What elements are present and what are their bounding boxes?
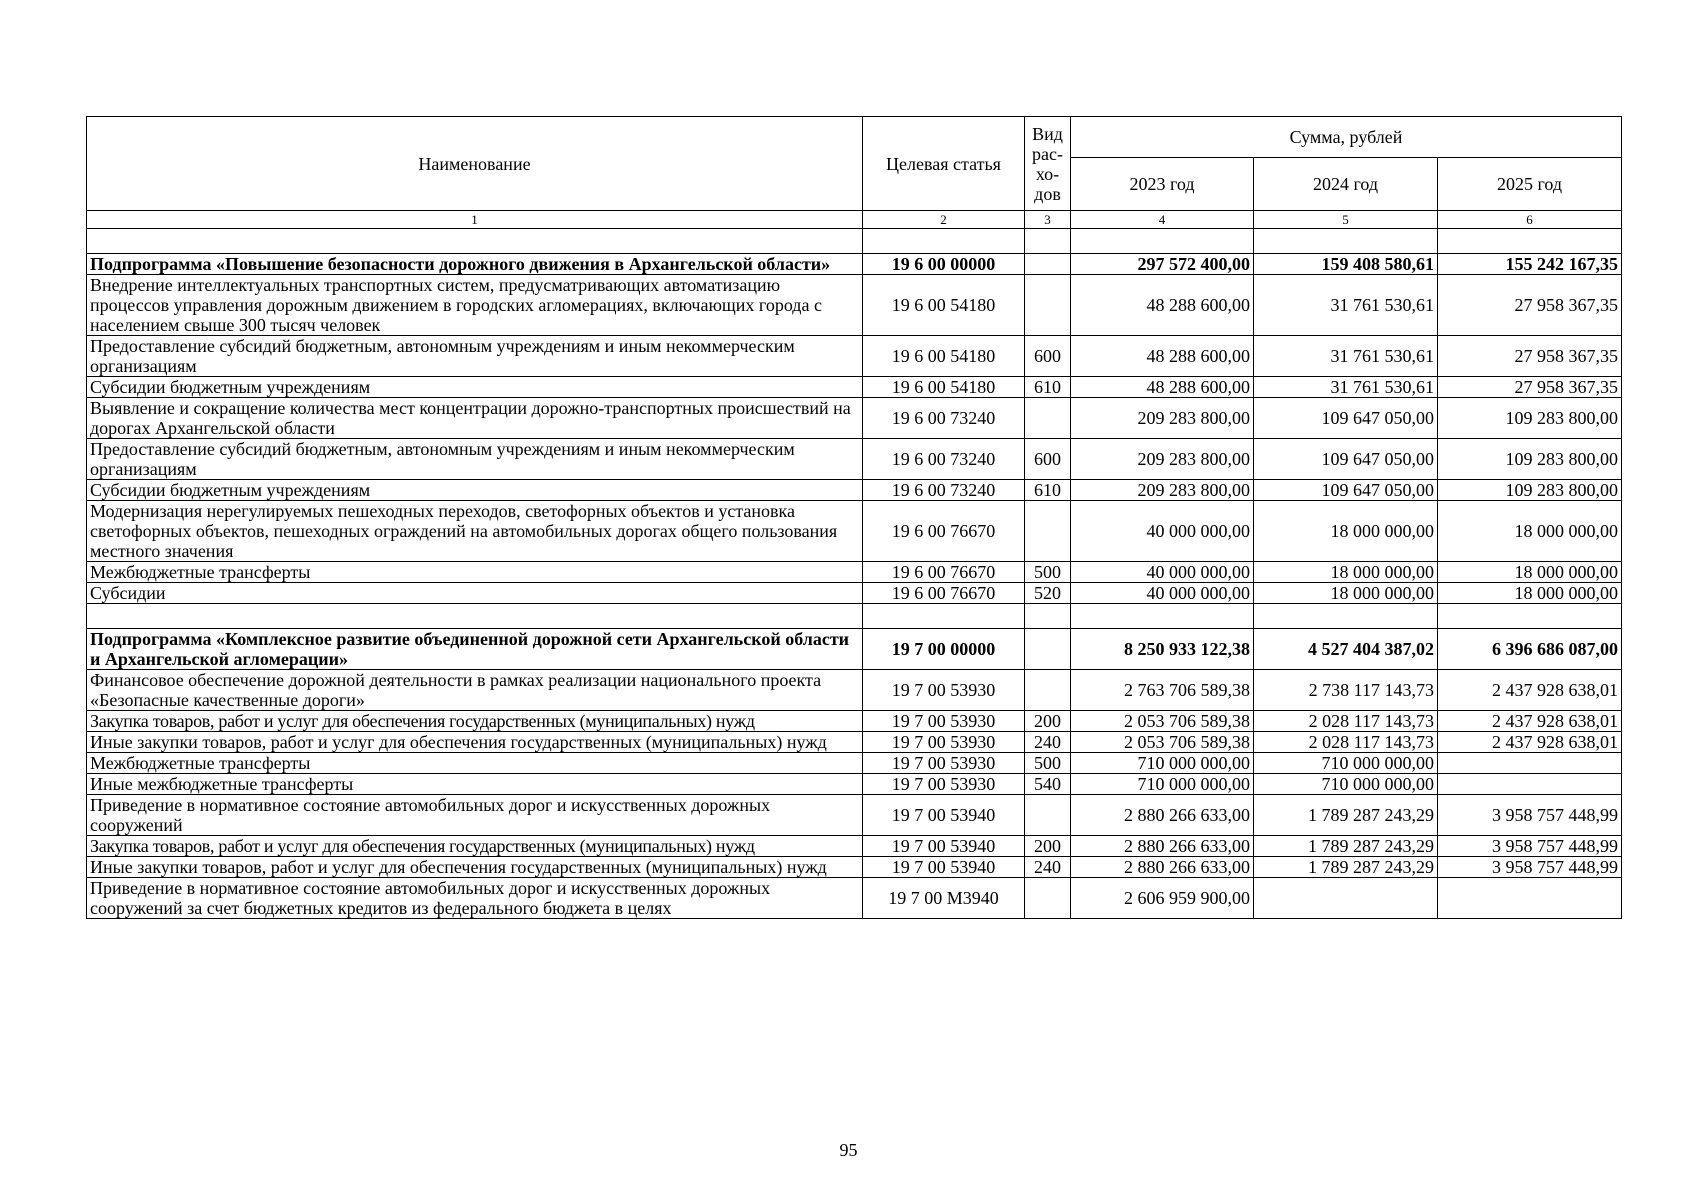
row-2025: 6 396 686 087,00 [1438, 629, 1622, 670]
table-row [87, 836, 1622, 857]
row-2023: 209 283 800,00 [1071, 398, 1254, 439]
row-vid: 500 [1025, 562, 1071, 583]
row-2023: 2 763 706 589,38 [1071, 670, 1254, 711]
row-2024 [1254, 878, 1438, 919]
column-number-row [87, 211, 1622, 229]
row-code: 19 6 00 54180 [863, 275, 1025, 336]
row-name: Иные закупки товаров, работ и услуг для обеспечения государственных (муниципальных) нужд [87, 857, 863, 878]
row-2024: 31 761 530,61 [1254, 336, 1438, 377]
row-name: Приведение в нормативное состояние автомобильных дорог и искусственных дорожных сооружений за счет бюджетных кредитов из федерального бюджета в целях [87, 878, 863, 919]
row-code: 19 7 00 53930 [863, 753, 1025, 774]
table-row [87, 857, 1622, 878]
row-name: Предоставление субсидий бюджетным, автономным учреждениям и иным некоммерческим организациям [87, 336, 863, 377]
row-2023: 2 880 266 633,00 [1071, 795, 1254, 836]
row-name: Выявление и сокращение количества мест концентрации дорожно-транспортных происшествий на дорогах Архангельской области [87, 398, 863, 439]
row-2025: 2 437 928 638,01 [1438, 711, 1622, 732]
row-2023: 2 880 266 633,00 [1071, 836, 1254, 857]
row-2025: 109 283 800,00 [1438, 398, 1622, 439]
row-2023: 40 000 000,00 [1071, 562, 1254, 583]
row-2025: 2 437 928 638,01 [1438, 732, 1622, 753]
header-name: Наименование [87, 117, 863, 211]
row-2024: 1 789 287 243,29 [1254, 857, 1438, 878]
table-row [87, 562, 1622, 583]
row-name: Закупка товаров, работ и услуг для обеспечения государственных (муниципальных) нужд [87, 711, 863, 732]
row-code: 19 7 00 53930 [863, 711, 1025, 732]
row-code: 19 7 00 53940 [863, 795, 1025, 836]
row-2025: 155 242 167,35 [1438, 254, 1622, 275]
row-2023: 48 288 600,00 [1071, 275, 1254, 336]
header-vid: Вид рас-хо-дов [1025, 117, 1071, 211]
table-row [87, 711, 1622, 732]
row-2025 [1438, 753, 1622, 774]
row-2024: 4 527 404 387,02 [1254, 629, 1438, 670]
row-2023: 2 880 266 633,00 [1071, 857, 1254, 878]
table-row [87, 878, 1622, 919]
row-2025: 109 283 800,00 [1438, 439, 1622, 480]
row-2025: 18 000 000,00 [1438, 501, 1622, 562]
column-number: 4 [1071, 211, 1254, 229]
table-row [87, 670, 1622, 711]
row-name: Подпрограмма «Комплексное развитие объединенной дорожной сети Архангельской области и Архангельской агломерации» [87, 629, 863, 670]
row-vid [1025, 795, 1071, 836]
row-vid: 610 [1025, 377, 1071, 398]
row-2024: 109 647 050,00 [1254, 398, 1438, 439]
row-2024: 2 738 117 143,73 [1254, 670, 1438, 711]
row-code: 19 6 00 73240 [863, 439, 1025, 480]
row-2024: 31 761 530,61 [1254, 377, 1438, 398]
row-vid: 610 [1025, 480, 1071, 501]
row-2024: 31 761 530,61 [1254, 275, 1438, 336]
table-row [87, 336, 1622, 377]
blank-row [87, 229, 1622, 254]
row-name: Субсидии бюджетным учреждениям [87, 377, 863, 398]
row-2024: 109 647 050,00 [1254, 439, 1438, 480]
row-2023: 710 000 000,00 [1071, 753, 1254, 774]
row-2025: 18 000 000,00 [1438, 562, 1622, 583]
row-2024: 159 408 580,61 [1254, 254, 1438, 275]
row-code: 19 6 00 54180 [863, 377, 1025, 398]
row-code: 19 7 00 53930 [863, 732, 1025, 753]
row-vid [1025, 275, 1071, 336]
budget-table [86, 116, 1622, 919]
row-code: 19 6 00 76670 [863, 501, 1025, 562]
table-row [87, 732, 1622, 753]
row-name: Субсидии [87, 583, 863, 604]
row-vid: 600 [1025, 439, 1071, 480]
row-vid [1025, 670, 1071, 711]
row-2024: 710 000 000,00 [1254, 753, 1438, 774]
row-2023: 48 288 600,00 [1071, 336, 1254, 377]
column-number: 5 [1254, 211, 1438, 229]
row-2025: 18 000 000,00 [1438, 583, 1622, 604]
row-2023: 2 053 706 589,38 [1071, 711, 1254, 732]
row-2025: 27 958 367,35 [1438, 377, 1622, 398]
row-2023: 2 606 959 900,00 [1071, 878, 1254, 919]
row-code: 19 7 00 53930 [863, 774, 1025, 795]
header-code: Целевая статья [863, 117, 1025, 211]
row-2025: 3 958 757 448,99 [1438, 795, 1622, 836]
table-row [87, 583, 1622, 604]
column-number: 2 [863, 211, 1025, 229]
header-2025: 2025 год [1438, 158, 1622, 211]
row-code: 19 6 00 00000 [863, 254, 1025, 275]
row-name: Финансовое обеспечение дорожной деятельности в рамках реализации национального проекта «Безопасные качественные дороги» [87, 670, 863, 711]
row-2024: 710 000 000,00 [1254, 774, 1438, 795]
row-vid [1025, 254, 1071, 275]
header-2024: 2024 год [1254, 158, 1438, 211]
row-2024: 18 000 000,00 [1254, 501, 1438, 562]
row-2025: 2 437 928 638,01 [1438, 670, 1622, 711]
row-2024: 18 000 000,00 [1254, 562, 1438, 583]
row-2025: 109 283 800,00 [1438, 480, 1622, 501]
row-2025: 3 958 757 448,99 [1438, 836, 1622, 857]
row-name: Иные закупки товаров, работ и услуг для обеспечения государственных (муниципальных) нужд [87, 732, 863, 753]
row-name: Иные межбюджетные трансферты [87, 774, 863, 795]
row-2023: 40 000 000,00 [1071, 501, 1254, 562]
row-code: 19 7 00 53940 [863, 857, 1025, 878]
table-body [87, 229, 1622, 919]
row-2025: 27 958 367,35 [1438, 275, 1622, 336]
table-row [87, 439, 1622, 480]
row-code: 19 7 00 00000 [863, 629, 1025, 670]
row-2023: 297 572 400,00 [1071, 254, 1254, 275]
row-2024: 2 028 117 143,73 [1254, 732, 1438, 753]
column-number: 3 [1025, 211, 1071, 229]
table-row [87, 501, 1622, 562]
row-2025 [1438, 878, 1622, 919]
row-vid: 540 [1025, 774, 1071, 795]
row-name: Межбюджетные трансферты [87, 753, 863, 774]
row-vid: 500 [1025, 753, 1071, 774]
table-row [87, 377, 1622, 398]
row-vid [1025, 398, 1071, 439]
row-2024: 18 000 000,00 [1254, 583, 1438, 604]
row-vid [1025, 501, 1071, 562]
page-number: 95 [839, 1140, 858, 1160]
row-code: 19 6 00 76670 [863, 562, 1025, 583]
table-row [87, 480, 1622, 501]
header-sum: Сумма, рублей [1071, 117, 1622, 158]
row-vid: 200 [1025, 836, 1071, 857]
row-vid: 600 [1025, 336, 1071, 377]
row-name: Предоставление субсидий бюджетным, автономным учреждениям и иным некоммерческим организациям [87, 439, 863, 480]
row-2025: 3 958 757 448,99 [1438, 857, 1622, 878]
row-vid: 240 [1025, 857, 1071, 878]
table-row [87, 275, 1622, 336]
row-vid [1025, 878, 1071, 919]
row-name: Межбюджетные трансферты [87, 562, 863, 583]
table-row [87, 774, 1622, 795]
row-2024: 1 789 287 243,29 [1254, 795, 1438, 836]
row-code: 19 6 00 73240 [863, 398, 1025, 439]
row-code: 19 7 00 53930 [863, 670, 1025, 711]
row-vid: 240 [1025, 732, 1071, 753]
table-row [87, 629, 1622, 670]
table-row [87, 795, 1622, 836]
row-2023: 2 053 706 589,38 [1071, 732, 1254, 753]
row-vid: 520 [1025, 583, 1071, 604]
row-name: Внедрение интеллектуальных транспортных систем, предусматривающих автоматизацию процессов управления дорожным движением в городских агломерациях, включающих города с населением свыше 300 тысяч человек [87, 275, 863, 336]
row-2023: 209 283 800,00 [1071, 480, 1254, 501]
row-2023: 48 288 600,00 [1071, 377, 1254, 398]
table-row [87, 753, 1622, 774]
row-code: 19 7 00 53940 [863, 836, 1025, 857]
row-2025: 27 958 367,35 [1438, 336, 1622, 377]
column-number: 6 [1438, 211, 1622, 229]
header-2023: 2023 год [1071, 158, 1254, 211]
row-vid: 200 [1025, 711, 1071, 732]
row-name: Подпрограмма «Повышение безопасности дорожного движения в Архангельской области» [87, 254, 863, 275]
table-row [87, 398, 1622, 439]
blank-row [87, 604, 1622, 629]
row-code: 19 6 00 76670 [863, 583, 1025, 604]
row-2023: 40 000 000,00 [1071, 583, 1254, 604]
row-vid [1025, 629, 1071, 670]
row-name: Приведение в нормативное состояние автомобильных дорог и искусственных дорожных сооружений [87, 795, 863, 836]
header-row [87, 117, 1622, 158]
row-code: 19 6 00 73240 [863, 480, 1025, 501]
row-code: 19 7 00 М3940 [863, 878, 1025, 919]
row-code: 19 6 00 54180 [863, 336, 1025, 377]
column-number: 1 [87, 211, 863, 229]
row-2023: 710 000 000,00 [1071, 774, 1254, 795]
row-name: Закупка товаров, работ и услуг для обеспечения государственных (муниципальных) нужд [87, 836, 863, 857]
row-2023: 209 283 800,00 [1071, 439, 1254, 480]
row-name: Модернизация нерегулируемых пешеходных переходов, светофорных объектов и установка светофорных объектов, пешеходных ограждений на автомобильных дорогах общего пользования местного значения [87, 501, 863, 562]
row-2024: 109 647 050,00 [1254, 480, 1438, 501]
row-name: Субсидии бюджетным учреждениям [87, 480, 863, 501]
table-row [87, 254, 1622, 275]
row-2024: 2 028 117 143,73 [1254, 711, 1438, 732]
row-2024: 1 789 287 243,29 [1254, 836, 1438, 857]
row-2025 [1438, 774, 1622, 795]
row-2023: 8 250 933 122,38 [1071, 629, 1254, 670]
